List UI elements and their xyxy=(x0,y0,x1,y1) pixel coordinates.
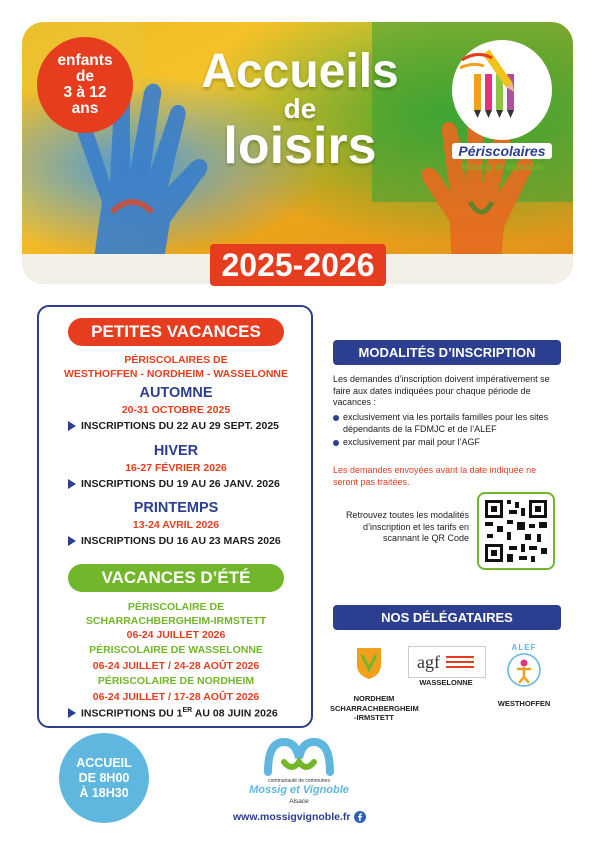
petites-vacances-heading: PETITES VACANCES xyxy=(68,318,284,346)
accueil-line: ACCUEIL xyxy=(76,755,132,770)
bullet-icon xyxy=(333,415,339,421)
inscriptions-pre: INSCRIPTIONS DU 1 xyxy=(81,707,183,720)
age-line: enfants xyxy=(57,52,113,69)
inscriptions-text: INSCRIPTIONS DU 19 AU 26 JANV. 2026 xyxy=(81,478,280,490)
website-url[interactable]: www.mossigvignoble.fr xyxy=(233,811,351,823)
pencils-icon xyxy=(452,40,552,140)
agf-logo xyxy=(408,646,486,678)
arrow-right-icon xyxy=(68,421,76,431)
period-inscriptions-printemps xyxy=(68,535,281,547)
accueil-line: DE 8H00 xyxy=(78,770,130,785)
shield-icon xyxy=(354,645,384,681)
period-name-automne: AUTOMNE xyxy=(139,385,213,401)
arrow-right-icon xyxy=(68,479,76,489)
agf-logo-text: agf xyxy=(417,651,440,672)
location-line: PÉRISCOLAIRES DE xyxy=(124,354,228,366)
inscriptions-sup: ER xyxy=(182,707,193,714)
delegataires-heading: NOS DÉLÉGATAIRES xyxy=(333,605,561,630)
bullet-text: exclusivement via les portails familles pour les sites dépendants de la FDMJC et de l’ALEF xyxy=(343,412,549,434)
school-year-ribbon: 2025-2026 xyxy=(210,244,386,286)
bullet-text: exclusivement par mail pour l’AGF xyxy=(343,437,481,447)
accueil-hours-badge xyxy=(59,733,149,823)
inscriptions-text: INSCRIPTIONS DU 16 AU 23 MARS 2026 xyxy=(81,535,281,547)
location-line: SCHARRACHBERGHEIM-IRMSTETT xyxy=(85,615,267,627)
age-line: 3 à 12 xyxy=(63,84,107,101)
qr-code[interactable] xyxy=(477,492,555,570)
stripes-icon xyxy=(446,652,476,672)
period-dates-printemps: 13-24 AVRIL 2026 xyxy=(132,519,220,531)
ete-location-1 xyxy=(46,600,306,628)
age-line: de xyxy=(75,68,95,85)
modalites-warning: Les demandes envoyées avant la date indiquée ne seront pas traitées. xyxy=(333,465,537,487)
period-name-printemps: PRINTEMPS xyxy=(133,500,219,516)
facebook-icon[interactable] xyxy=(354,811,366,823)
delegataire-wasselonne: WASSELONNE xyxy=(419,678,473,687)
alef-logo-text: ALEF xyxy=(511,643,537,652)
ete-inscriptions xyxy=(68,707,278,720)
location-line: PÉRISCOLAIRE DE xyxy=(127,601,225,613)
m-wave-icon xyxy=(262,738,336,776)
age-line: ans xyxy=(71,100,99,117)
fdmjc-logo xyxy=(354,645,384,681)
arrow-right-icon xyxy=(68,708,76,718)
inscriptions-text: INSCRIPTIONS DU 22 AU 29 SEPT. 2025 xyxy=(81,420,280,432)
qr-instructions: Retrouvez toutes les modalités d’inscription et les tarifs en scannant le QR Code xyxy=(345,510,469,543)
qr-code-icon xyxy=(479,494,553,568)
arrow-right-icon xyxy=(68,536,76,546)
period-inscriptions-automne xyxy=(68,420,279,432)
modalites-heading: MODALITÉS D’INSCRIPTION xyxy=(333,340,561,365)
age-badge xyxy=(37,37,133,133)
brand-name: Mossig et Vignoble xyxy=(249,784,349,796)
community-label: communauté de communes xyxy=(268,778,330,784)
period-inscriptions-hiver xyxy=(68,478,280,490)
period-dates-hiver: 16-27 FÉVRIER 2026 xyxy=(125,462,227,474)
logo-title: Périscolaires xyxy=(452,143,552,159)
modalites-bullet-2 xyxy=(333,437,561,449)
region-label: Alsace xyxy=(289,798,309,805)
delegataire-nordheim: NORDHEIM SCHARRACHBERGHEIM -IRMSTETT xyxy=(330,694,419,722)
period-dates-automne: 20-31 OCTOBRE 2025 xyxy=(121,404,231,416)
bullet-icon xyxy=(333,440,339,446)
mossig-vignoble-logo xyxy=(262,738,336,776)
website-link[interactable] xyxy=(233,811,366,823)
ete-dates-3: 06-24 JUILLET / 17-28 AOÛT 2026 xyxy=(92,691,260,703)
ete-dates-1: 06-24 JUILLET 2026 xyxy=(126,629,226,641)
page-title-line3: loisirs xyxy=(223,117,377,175)
page-title-line2: de xyxy=(283,93,317,124)
ete-dates-2: 06-24 JUILLET / 24-28 AOÛT 2026 xyxy=(92,660,260,672)
child-figure-icon xyxy=(503,652,545,688)
location-line: WESTHOFFEN - NORDHEIM - WASSELONNE xyxy=(64,368,288,380)
inscriptions-text xyxy=(81,707,278,720)
petites-vacances-locations xyxy=(46,353,306,381)
periscolaires-logo xyxy=(452,40,552,140)
vacances-ete-heading: VACANCES D’ÉTÉ xyxy=(68,564,284,592)
ete-location-2: PÉRISCOLAIRE DE WASSELONNE xyxy=(89,644,263,656)
period-name-hiver: HIVER xyxy=(153,443,199,459)
page-title-line1: Accueils xyxy=(201,45,399,98)
accueil-line: À 18H30 xyxy=(79,785,129,800)
alef-logo xyxy=(503,643,545,689)
inscriptions-post: AU 08 JUIN 2026 xyxy=(192,707,278,720)
modalites-intro: Les demandes d’inscription doivent impérativement se faire aux dates indiquées pour chaque période de vacances : xyxy=(333,374,550,407)
modalites-bullet-1 xyxy=(333,412,561,435)
logo-subtitle: Mossig et Vignoble xyxy=(461,162,543,172)
ete-location-3: PÉRISCOLAIRE DE NORDHEIM xyxy=(97,675,255,687)
delegataire-westhoffen: WESTHOFFEN xyxy=(497,699,551,708)
